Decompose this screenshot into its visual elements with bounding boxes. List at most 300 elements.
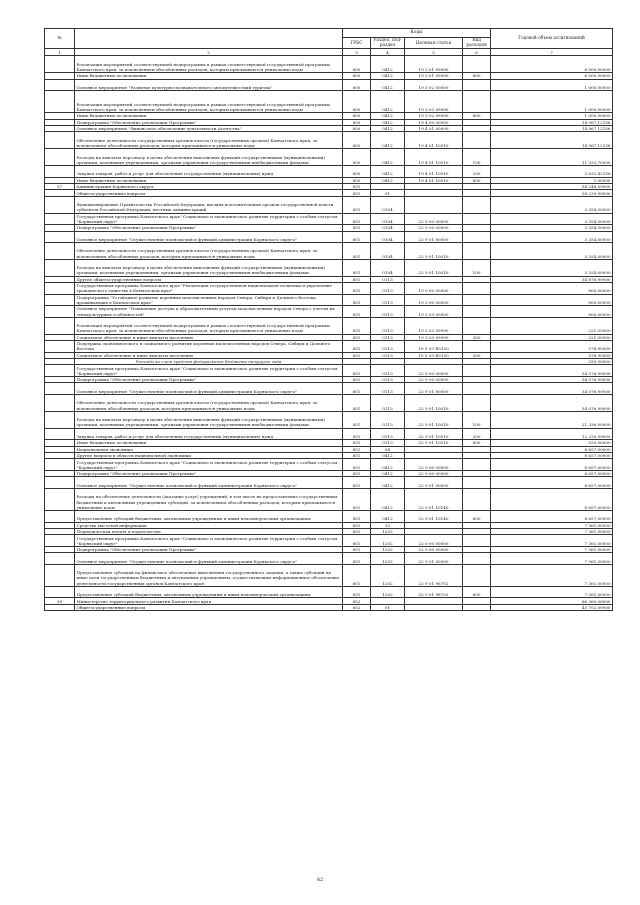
row-grbs: 850 — [343, 149, 371, 166]
table-row — [45, 294, 613, 306]
row-grbs: 851 — [343, 334, 371, 340]
row-razdel: 0113 — [371, 352, 405, 358]
row-grbs: 850 — [343, 165, 371, 177]
row-razdel: 0412 — [371, 73, 405, 79]
row-tselevaya: 22 0 00 00000 — [405, 459, 463, 471]
row-razdel: 01 — [371, 604, 405, 610]
row-grbs: 851 — [343, 377, 371, 383]
row-razdel: 0113 — [371, 377, 405, 383]
row-name: Социальное обеспечение и иные выплаты населению — [75, 352, 343, 358]
row-grbs: 851 — [343, 213, 371, 225]
row-vid: 800 — [463, 73, 491, 79]
row-amount: 1 000,00000 — [491, 91, 613, 113]
row-razdel: 0113 — [371, 341, 405, 353]
row-name: Основное мероприятие "Осуществление полномочий и функций администрации Корякского округа" — [75, 477, 343, 489]
table-row — [45, 317, 613, 334]
row-vid: 800 — [463, 113, 491, 119]
row-razdel: 0412 — [371, 125, 405, 131]
row-name: Подпрограмма "Обеспечение реализации Программы" — [75, 225, 343, 231]
row-vid — [463, 294, 491, 306]
row-amount: 221,05000 — [491, 334, 613, 340]
row-number — [45, 586, 75, 598]
row-tselevaya: 22 9 01 10140 — [405, 488, 463, 510]
row-amount: 3 354,00000 — [491, 231, 613, 243]
row-amount: 14 967,12156 — [491, 119, 613, 125]
row-amount: 800,00000 — [491, 294, 613, 306]
row-razdel: 0412 — [371, 477, 405, 489]
row-grbs: 850 — [343, 113, 371, 119]
row-tselevaya: 22 9 00 00000 — [405, 546, 463, 552]
row-amount: 3 354,00000 — [491, 259, 613, 276]
row-grbs: 851 — [343, 183, 371, 189]
row-razdel: 0113 — [371, 365, 405, 377]
row-name: Государственная программа Камчатского края "Реализация государственной национальной политики и укрепление гражданского единства в Камчатском крае" — [75, 283, 343, 295]
row-tselevaya: 22 9 01 00000 — [405, 383, 463, 395]
row-amount: 34 076,99000 — [491, 383, 613, 395]
row-razdel: 0412 — [371, 56, 405, 73]
row-grbs: 851 — [343, 352, 371, 358]
row-vid — [463, 306, 491, 318]
row-razdel: 12 — [371, 522, 405, 528]
row-razdel: 0412 — [371, 165, 405, 177]
table-row — [45, 165, 613, 177]
row-tselevaya: 19 3 03 R5150 — [405, 352, 463, 358]
row-amount: 578,95000 — [491, 352, 613, 358]
row-number — [45, 165, 75, 177]
header-name — [75, 29, 343, 49]
row-grbs: 851 — [343, 428, 371, 440]
page-number: 82 — [316, 877, 324, 883]
row-vid: 100 — [463, 411, 491, 428]
header-codes: Коды — [343, 29, 491, 38]
row-name: Подпрограмма "Устойчивое развитие коренных малочисленных народов Севера, Сибири и Дальнего Востока, проживающих в Камчатском крае" — [75, 294, 343, 306]
row-number — [45, 535, 75, 547]
row-name: Предоставление субсидий на финансовое обеспечение выполнения государственного задания, а также субсидий на иные цели государственным бюджетным и автономным учреждениям, осуществляющим информационное обеспечение деятельности государственных органов Камчатского края — [75, 564, 343, 586]
row-grbs: 851 — [343, 459, 371, 471]
row-grbs: 851 — [343, 510, 371, 522]
row-tselevaya: 19 3 03 00000 — [405, 306, 463, 318]
row-amount: 21 336,00000 — [491, 411, 613, 428]
row-grbs: 852 — [343, 598, 371, 604]
row-razdel: 0113 — [371, 294, 405, 306]
row-tselevaya: 19 3 02 09990 — [405, 91, 463, 113]
row-grbs: 851 — [343, 564, 371, 586]
row-vid — [463, 477, 491, 489]
table-row — [45, 535, 613, 547]
row-vid — [463, 564, 491, 586]
row-grbs: 851 — [343, 283, 371, 295]
row-name: Подпрограмма "Обеспечение реализации Программы" — [75, 470, 343, 476]
row-amount: 38 230,99000 — [491, 190, 613, 196]
row-amount: 7 361,00000 — [491, 546, 613, 552]
row-grbs: 851 — [343, 341, 371, 353]
table-row — [45, 586, 613, 598]
row-name: Средства массовой информации — [75, 522, 343, 528]
row-vid — [463, 553, 491, 565]
row-grbs: 850 — [343, 73, 371, 79]
row-razdel: 0113 — [371, 395, 405, 412]
row-vid — [463, 243, 491, 260]
row-name: Социальное обеспечение и иные выплаты населению — [75, 334, 343, 340]
row-grbs: 851 — [343, 452, 371, 458]
row-amount: 7 361,00000 — [491, 586, 613, 598]
row-number — [45, 213, 75, 225]
row-number — [45, 488, 75, 510]
table-row — [45, 341, 613, 353]
row-vid: 600 — [463, 510, 491, 522]
table-row — [45, 259, 613, 276]
row-name: Администрация Корякского округа — [75, 183, 343, 189]
row-razdel: 0412 — [371, 119, 405, 125]
row-name: Периодическая печать и издательства — [75, 528, 343, 534]
row-name: Министерство территориального развития Камчатского края — [75, 598, 343, 604]
row-number — [45, 553, 75, 565]
table-row — [45, 564, 613, 586]
row-name: Реализация мероприятий соответствующей подпрограммы в рамках соответствующей государственной программы Камчатского края, за исключением обособленных расходов, которым присваиваются уникальные коды — [75, 91, 343, 113]
row-razdel: 0104 — [371, 231, 405, 243]
row-amount: 14 967,12156 — [491, 125, 613, 131]
row-amount: 3 354,00000 — [491, 243, 613, 260]
row-grbs: 851 — [343, 231, 371, 243]
row-name: Подпрограмма "Обеспечение реализации Программы" — [75, 546, 343, 552]
row-tselevaya: 19 3 00 00000 — [405, 294, 463, 306]
row-name: Общегосударственные вопросы — [75, 190, 343, 196]
row-vid — [463, 79, 491, 91]
row-amount: 3 632,42156 — [491, 165, 613, 177]
row-number — [45, 365, 75, 377]
table-row — [45, 477, 613, 489]
row-name: Основное мероприятие "Финансовое обеспечение деятельности Агентства" — [75, 125, 343, 131]
row-vid: 300 — [463, 352, 491, 358]
column-number: 4 — [371, 49, 405, 56]
row-razdel: 0113 — [371, 334, 405, 340]
row-tselevaya: 22 9 01 98702 — [405, 586, 463, 598]
row-number — [45, 79, 75, 91]
row-grbs: 850 — [343, 177, 371, 183]
row-vid — [463, 535, 491, 547]
table-row — [45, 283, 613, 295]
row-name: Функционирование Правительства Российской Федерации, высших исполнительных органов государственной власти субъектов Российской Федерации, местных администраций — [75, 196, 343, 213]
row-name: Иные бюджетные ассигнования — [75, 440, 343, 446]
row-grbs: 851 — [343, 276, 371, 282]
row-name: Предоставление субсидий бюджетным, автономным учреждениям и иным некоммерческим организациям — [75, 510, 343, 522]
row-name: Иные бюджетные ассигнования — [75, 113, 343, 119]
row-number — [45, 317, 75, 334]
row-number — [45, 477, 75, 489]
row-razdel: 0113 — [371, 283, 405, 295]
row-razdel: 0104 — [371, 259, 405, 276]
table-row — [45, 91, 613, 113]
row-amount: 578,95000 — [491, 341, 613, 353]
row-vid — [463, 132, 491, 149]
table-row — [45, 604, 613, 610]
row-amount: 550,00000 — [491, 359, 613, 365]
row-vid — [463, 395, 491, 412]
row-amount: 8 657,00000 — [491, 477, 613, 489]
row-name: Обеспечение деятельности государственных органов власти (государственных органов) Камчатского края, за исключением обособленных расходов, которым присваиваются уникальные коды — [75, 395, 343, 412]
row-name: Предоставление субсидий бюджетным, автономным учреждениям и иным некоммерческим организациям — [75, 586, 343, 598]
row-vid: 800 — [463, 177, 491, 183]
row-amount: 8 657,00000 — [491, 459, 613, 471]
row-grbs: 851 — [343, 395, 371, 412]
row-number — [45, 341, 75, 353]
row-tselevaya: 19 3 03 09990 — [405, 317, 463, 334]
row-name: Реализация мероприятий соответствующей подпрограммы в рамках соответствующей государственной программы Камчатского края, за исключением обособленных расходов, которым присваиваются уникальные коды — [75, 317, 343, 334]
table-row — [45, 428, 613, 440]
row-grbs: 851 — [343, 553, 371, 565]
row-number — [45, 383, 75, 395]
row-vid — [463, 213, 491, 225]
row-razdel: 0412 — [371, 488, 405, 510]
row-tselevaya: 19 0 00 00000 — [405, 283, 463, 295]
row-amount: 1,00000 — [491, 177, 613, 183]
row-number — [45, 411, 75, 428]
row-name: Подпрограмма "Обеспечение реализации Программы" — [75, 119, 343, 125]
table-row — [45, 243, 613, 260]
row-amount: 8 657,00000 — [491, 488, 613, 510]
row-amount: 221,05000 — [491, 317, 613, 334]
row-razdel: 0412 — [371, 91, 405, 113]
row-vid — [463, 231, 491, 243]
row-grbs: 851 — [343, 243, 371, 260]
header-amount: Годовой объем ассигнований — [491, 29, 613, 49]
row-razdel: 04 — [371, 446, 405, 452]
row-vid — [463, 91, 491, 113]
row-amount: 7 361,00000 — [491, 522, 613, 528]
row-tselevaya: 19 3 01 09990 — [405, 56, 463, 73]
row-razdel: 1202 — [371, 586, 405, 598]
row-amount: 7 361,00000 — [491, 528, 613, 534]
row-razdel: 0412 — [371, 149, 405, 166]
row-tselevaya: 22 0 00 00000 — [405, 213, 463, 225]
row-grbs: 851 — [343, 586, 371, 598]
row-tselevaya: 22 0 00 00000 — [405, 365, 463, 377]
row-amount: 7 361,00000 — [491, 564, 613, 586]
row-tselevaya: 22 9 01 10010 — [405, 259, 463, 276]
row-amount: 8 657,00000 — [491, 470, 613, 476]
row-tselevaya: 22 9 00 00000 — [405, 225, 463, 231]
row-name: Другие вопросы в области национальной экономики — [75, 452, 343, 458]
row-amount: 14 967,12156 — [491, 132, 613, 149]
row-razdel: 0113 — [371, 317, 405, 334]
row-vid — [463, 488, 491, 510]
table-row — [45, 306, 613, 318]
row-vid: 600 — [463, 586, 491, 598]
table-row — [45, 411, 613, 428]
row-grbs: 851 — [343, 306, 371, 318]
row-name: Государственная программа Камчатского края "Социальное и экономическое развитие территории с особым статусом "Корякский округ" — [75, 459, 343, 471]
row-grbs: 851 — [343, 225, 371, 231]
row-razdel: 0412 — [371, 177, 405, 183]
row-tselevaya: 19 3 03 R5150 — [405, 341, 463, 353]
row-grbs: 850 — [343, 132, 371, 149]
row-number: 38 — [45, 598, 75, 604]
row-number — [45, 243, 75, 260]
row-number — [45, 132, 75, 149]
column-number-row — [45, 49, 613, 56]
budget-table — [44, 28, 613, 611]
row-tselevaya: 22 9 01 10010 — [405, 411, 463, 428]
row-tselevaya: 22 9 01 00000 — [405, 477, 463, 489]
row-grbs: 851 — [343, 317, 371, 334]
row-number — [45, 259, 75, 276]
row-razdel: 0113 — [371, 306, 405, 318]
row-number — [45, 56, 75, 73]
row-number — [45, 149, 75, 166]
table-row — [45, 149, 613, 166]
table-row — [45, 231, 613, 243]
row-razdel: 0113 — [371, 276, 405, 282]
row-razdel: 0412 — [371, 113, 405, 119]
row-vid — [463, 283, 491, 295]
row-razdel: 0412 — [371, 510, 405, 522]
column-number: 1 — [45, 49, 75, 56]
row-tselevaya: 22 9 01 10010 — [405, 243, 463, 260]
row-number — [45, 294, 75, 306]
row-vid — [463, 459, 491, 471]
row-grbs: 851 — [343, 365, 371, 377]
row-tselevaya — [405, 604, 463, 610]
row-vid: 200 — [463, 165, 491, 177]
row-grbs: 851 — [343, 446, 371, 452]
row-amount: 8 657,00000 — [491, 452, 613, 458]
row-razdel: 0104 — [371, 243, 405, 260]
row-amount: 45 702,09000 — [491, 604, 613, 610]
table-row — [45, 395, 613, 412]
row-tselevaya: 19 3 02 00000 — [405, 79, 463, 91]
row-number — [45, 91, 75, 113]
row-name: Основное мероприятие "Осуществление полномочий и функций администрации Корякского округа" — [75, 553, 343, 565]
row-grbs: 850 — [343, 125, 371, 131]
row-amount: 8 657,00000 — [491, 510, 613, 522]
row-razdel: 1202 — [371, 564, 405, 586]
row-name: Государственная программа Камчатского края "Социальное и экономическое развитие территории с особым статусом "Корякский округ" — [75, 535, 343, 547]
row-tselevaya: 22 9 00 00000 — [405, 470, 463, 476]
row-tselevaya: 19 4 01 10010 — [405, 149, 463, 166]
row-grbs: 851 — [343, 440, 371, 446]
column-number: 3 — [343, 49, 371, 56]
column-number: 6 — [463, 49, 491, 56]
row-amount: 7 361,00000 — [491, 535, 613, 547]
row-razdel: 1202 — [371, 553, 405, 565]
row-amount: 3 354,00000 — [491, 196, 613, 213]
row-amount: 8 657,00000 — [491, 446, 613, 452]
row-vid — [463, 56, 491, 73]
header-tselevaya: Целевая статья — [405, 38, 463, 49]
row-amount: 7 361,00000 — [491, 553, 613, 565]
row-razdel: 1202 — [371, 535, 405, 547]
row-amount: 800,00000 — [491, 306, 613, 318]
row-name: Обеспечение деятельности государственных органов власти (государственных органов) Камчатского края, за исключением обособленных расходов, которым присваиваются уникальные коды — [75, 243, 343, 260]
row-amount: 34 076,99000 — [491, 377, 613, 383]
header-razdel: Раздел, под-раздел — [371, 38, 405, 49]
row-name: Расходы на обеспечение деятельности (оказание услуг) учреждений, в том числе на предоставление государственным бюджетным и автономным учреждениям субсидий, за исключением обособленных расходов, которым присваиваются уникальные коды — [75, 488, 343, 510]
row-vid — [463, 365, 491, 377]
row-grbs: 850 — [343, 91, 371, 113]
row-razdel: 0113 — [371, 428, 405, 440]
row-name: Расходы на выплаты персоналу в целях обеспечения выполнения функций государственными (муниципальными) органами, казенными учреждениями, органами управления государственными внебюджетными фондами — [75, 259, 343, 276]
row-vid — [463, 341, 491, 353]
row-number — [45, 306, 75, 318]
row-razdel: 01 — [371, 190, 405, 196]
row-grbs: 851 — [343, 470, 371, 476]
row-razdel: 0113 — [371, 411, 405, 428]
row-razdel: 0412 — [371, 459, 405, 471]
table-row — [45, 56, 613, 73]
row-grbs: 851 — [343, 528, 371, 534]
row-number — [45, 428, 75, 440]
row-razdel: 0104 — [371, 225, 405, 231]
table-row — [45, 553, 613, 565]
header-vid: Вид расходов — [463, 38, 491, 49]
row-name: Закупка товаров, работ и услуг для обеспечения государственных (муниципальных) нужд — [75, 428, 343, 440]
table-row — [45, 132, 613, 149]
row-tselevaya: 22 9 01 10010 — [405, 395, 463, 412]
row-number — [45, 604, 75, 610]
row-name: Расходы на выплаты персоналу в целях обеспечения выполнения функций государственными (муниципальными) органами, казенными учреждениями, органами управления государственными внебюджетными фондами — [75, 411, 343, 428]
row-name: Реализация мероприятий соответствующей подпрограммы в рамках соответствующей государственной программы Камчатского края, за исключением обособленных расходов, которым присваиваются уникальные коды — [75, 56, 343, 73]
table-row — [45, 459, 613, 471]
row-amount: 1 000,00000 — [491, 79, 613, 91]
row-razdel: 0104 — [371, 213, 405, 225]
row-vid: 200 — [463, 428, 491, 440]
row-name: Расходы на выплаты персоналу в целях обеспечения выполнения функций государственными (муниципальными) органами, казенными учреждениями, органами управления государственными внебюджетными фондами — [75, 149, 343, 166]
row-grbs: 852 — [343, 604, 371, 610]
table-row — [45, 488, 613, 510]
row-amount: 1 000,00000 — [491, 113, 613, 119]
row-tselevaya: 22 9 01 00000 — [405, 553, 463, 565]
row-grbs: 851 — [343, 190, 371, 196]
row-name: Государственная программа Камчатского края "Социальное и экономическое развитие территории с особым статусом "Корякский округ" — [75, 365, 343, 377]
row-amount: 800,00000 — [491, 283, 613, 295]
column-number: 7 — [491, 49, 613, 56]
row-amount: 11 333,70000 — [491, 149, 613, 166]
row-name: Основное мероприятие "Осуществление полномочий и функций администрации Корякского округа" — [75, 383, 343, 395]
row-tselevaya: 19 3 01 09990 — [405, 73, 463, 79]
row-amount: 34 076,99000 — [491, 395, 613, 412]
row-number: 37 — [45, 183, 75, 189]
row-grbs: 851 — [343, 383, 371, 395]
row-tselevaya: 19 4 00 00000 — [405, 119, 463, 125]
row-grbs: 851 — [343, 546, 371, 552]
table-row — [45, 213, 613, 225]
row-amount: 3 354,00000 — [491, 225, 613, 231]
row-name: Общегосударственные вопросы — [75, 604, 343, 610]
row-grbs: 850 — [343, 79, 371, 91]
row-amount: 520,00000 — [491, 440, 613, 446]
row-name: Закупка товаров, работ и услуг для обеспечения государственных (муниципальных) нужд — [75, 165, 343, 177]
row-number — [45, 395, 75, 412]
row-amount: 12 220,99000 — [491, 428, 613, 440]
table-body — [45, 56, 613, 611]
row-tselevaya: 22 9 01 98702 — [405, 564, 463, 586]
row-grbs: 851 — [343, 259, 371, 276]
row-grbs: 851 — [343, 477, 371, 489]
row-amount: 3 354,00000 — [491, 213, 613, 225]
row-number — [45, 459, 75, 471]
row-tselevaya: 19 4 01 10010 — [405, 132, 463, 149]
row-grbs: 851 — [343, 522, 371, 528]
row-name: Основное мероприятие "Осуществление полномочий и функций администрации Корякского округа" — [75, 231, 343, 243]
row-vid — [463, 604, 491, 610]
row-name: Иные бюджетные ассигнования — [75, 177, 343, 183]
row-name: Поддержка экономического и социального развития коренных малочисленных народов Севера, Сибири и Дальнего Востока — [75, 341, 343, 353]
row-amount: 66 360,06000 — [491, 598, 613, 604]
row-vid: 100 — [463, 149, 491, 166]
row-name: Государственная программа Камчатского края "Социальное и экономическое развитие территории с особым статусом "Корякский округ" — [75, 213, 343, 225]
row-tselevaya: 22 9 01 10140 — [405, 510, 463, 522]
row-razdel: 0113 — [371, 440, 405, 446]
